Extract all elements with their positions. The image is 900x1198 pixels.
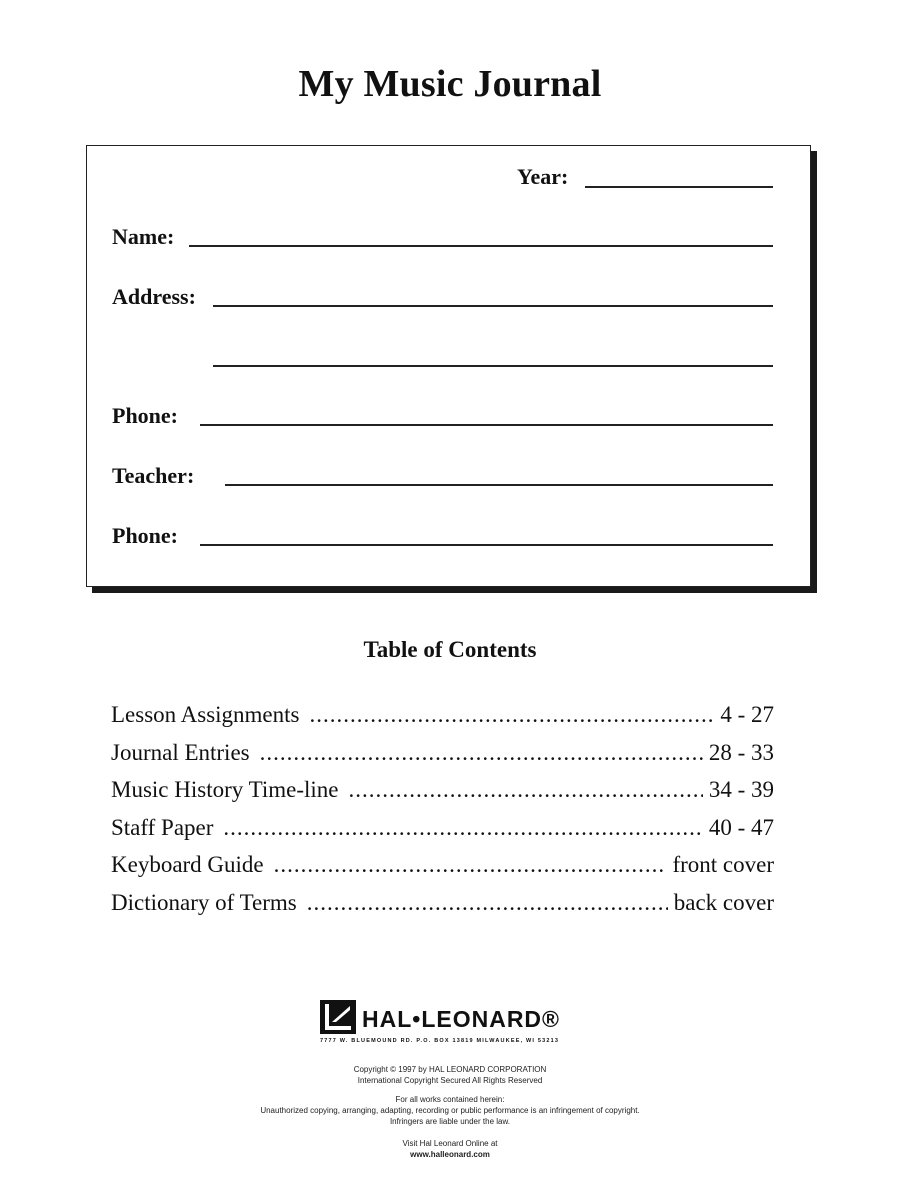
toc-entry-page: 34 - 39 [708, 777, 774, 803]
toc-leader-dots [309, 702, 714, 728]
toc-leader-dots [274, 852, 667, 878]
toc-entry-label: Music History Time-line [111, 777, 339, 803]
hal-leonard-mark-icon [320, 1000, 356, 1034]
toc-entry-page: 4 - 27 [720, 702, 774, 727]
toc-title: Table of Contents [363, 637, 537, 662]
address-label: Address: [112, 284, 196, 309]
toc-leader-dots [223, 815, 702, 841]
address-field-line-2[interactable] [213, 365, 773, 367]
year-label: Year: [517, 164, 569, 189]
name-label: Name: [112, 224, 175, 249]
phone-field[interactable] [200, 424, 773, 426]
toc-entry-page: front cover [672, 852, 774, 878]
toc-entry-label: Keyboard Guide [111, 852, 264, 878]
table-of-contents [111, 702, 774, 928]
visit-text: Visit Hal Leonard Online at [402, 1139, 498, 1148]
teacher-field[interactable] [225, 484, 773, 486]
toc-entry [111, 777, 774, 815]
website-link[interactable]: www.halleonard.com [410, 1150, 490, 1159]
copyright-line-1: Copyright © 1997 by HAL LEONARD CORPORATION [353, 1065, 547, 1074]
toc-entry-label: Lesson Assignments [111, 702, 300, 727]
teacher-label: Teacher: [112, 463, 195, 488]
toc-entry [111, 815, 774, 853]
toc-entry-label: Journal Entries [111, 739, 250, 765]
copyright-line-2: International Copyright Secured All Rights Reserved [357, 1076, 543, 1085]
toc-leader-dots [348, 777, 702, 803]
publisher-logo [320, 1000, 590, 1052]
teacher-phone-field[interactable] [200, 544, 773, 546]
page-title: My Music Journal [298, 63, 602, 105]
toc-leader-dots [260, 740, 703, 766]
year-field[interactable] [585, 186, 773, 188]
toc-entry [111, 890, 774, 928]
toc-entry [111, 702, 774, 740]
teacher-phone-label: Phone: [112, 523, 178, 548]
name-field[interactable] [189, 245, 773, 247]
phone-label: Phone: [112, 403, 178, 428]
toc-entry-page: 40 - 47 [708, 814, 774, 840]
toc-leader-dots [307, 890, 668, 916]
toc-entry [111, 852, 774, 890]
publisher-address: 7777 W. BLUEMOUND RD. P.O. BOX 13819 MILWAUKEE, WI 53213 [320, 1038, 560, 1044]
notice-line-2: Unauthorized copying, arranging, adapting, recording or public performance is an infringement of copyright. [260, 1106, 640, 1115]
logo-text: HAL•LEONARD® [362, 1006, 560, 1032]
toc-entry-label: Staff Paper [111, 814, 214, 840]
toc-entry-page: back cover [673, 889, 774, 915]
info-form-box [86, 145, 811, 587]
address-field-line-1[interactable] [213, 305, 773, 307]
toc-entry-label: Dictionary of Terms [111, 889, 297, 915]
toc-entry [111, 740, 774, 778]
notice-line-3: Infringers are liable under the law. [389, 1117, 511, 1126]
toc-entry-page: 28 - 33 [708, 739, 774, 765]
notice-line-1: For all works contained herein: [395, 1095, 505, 1104]
